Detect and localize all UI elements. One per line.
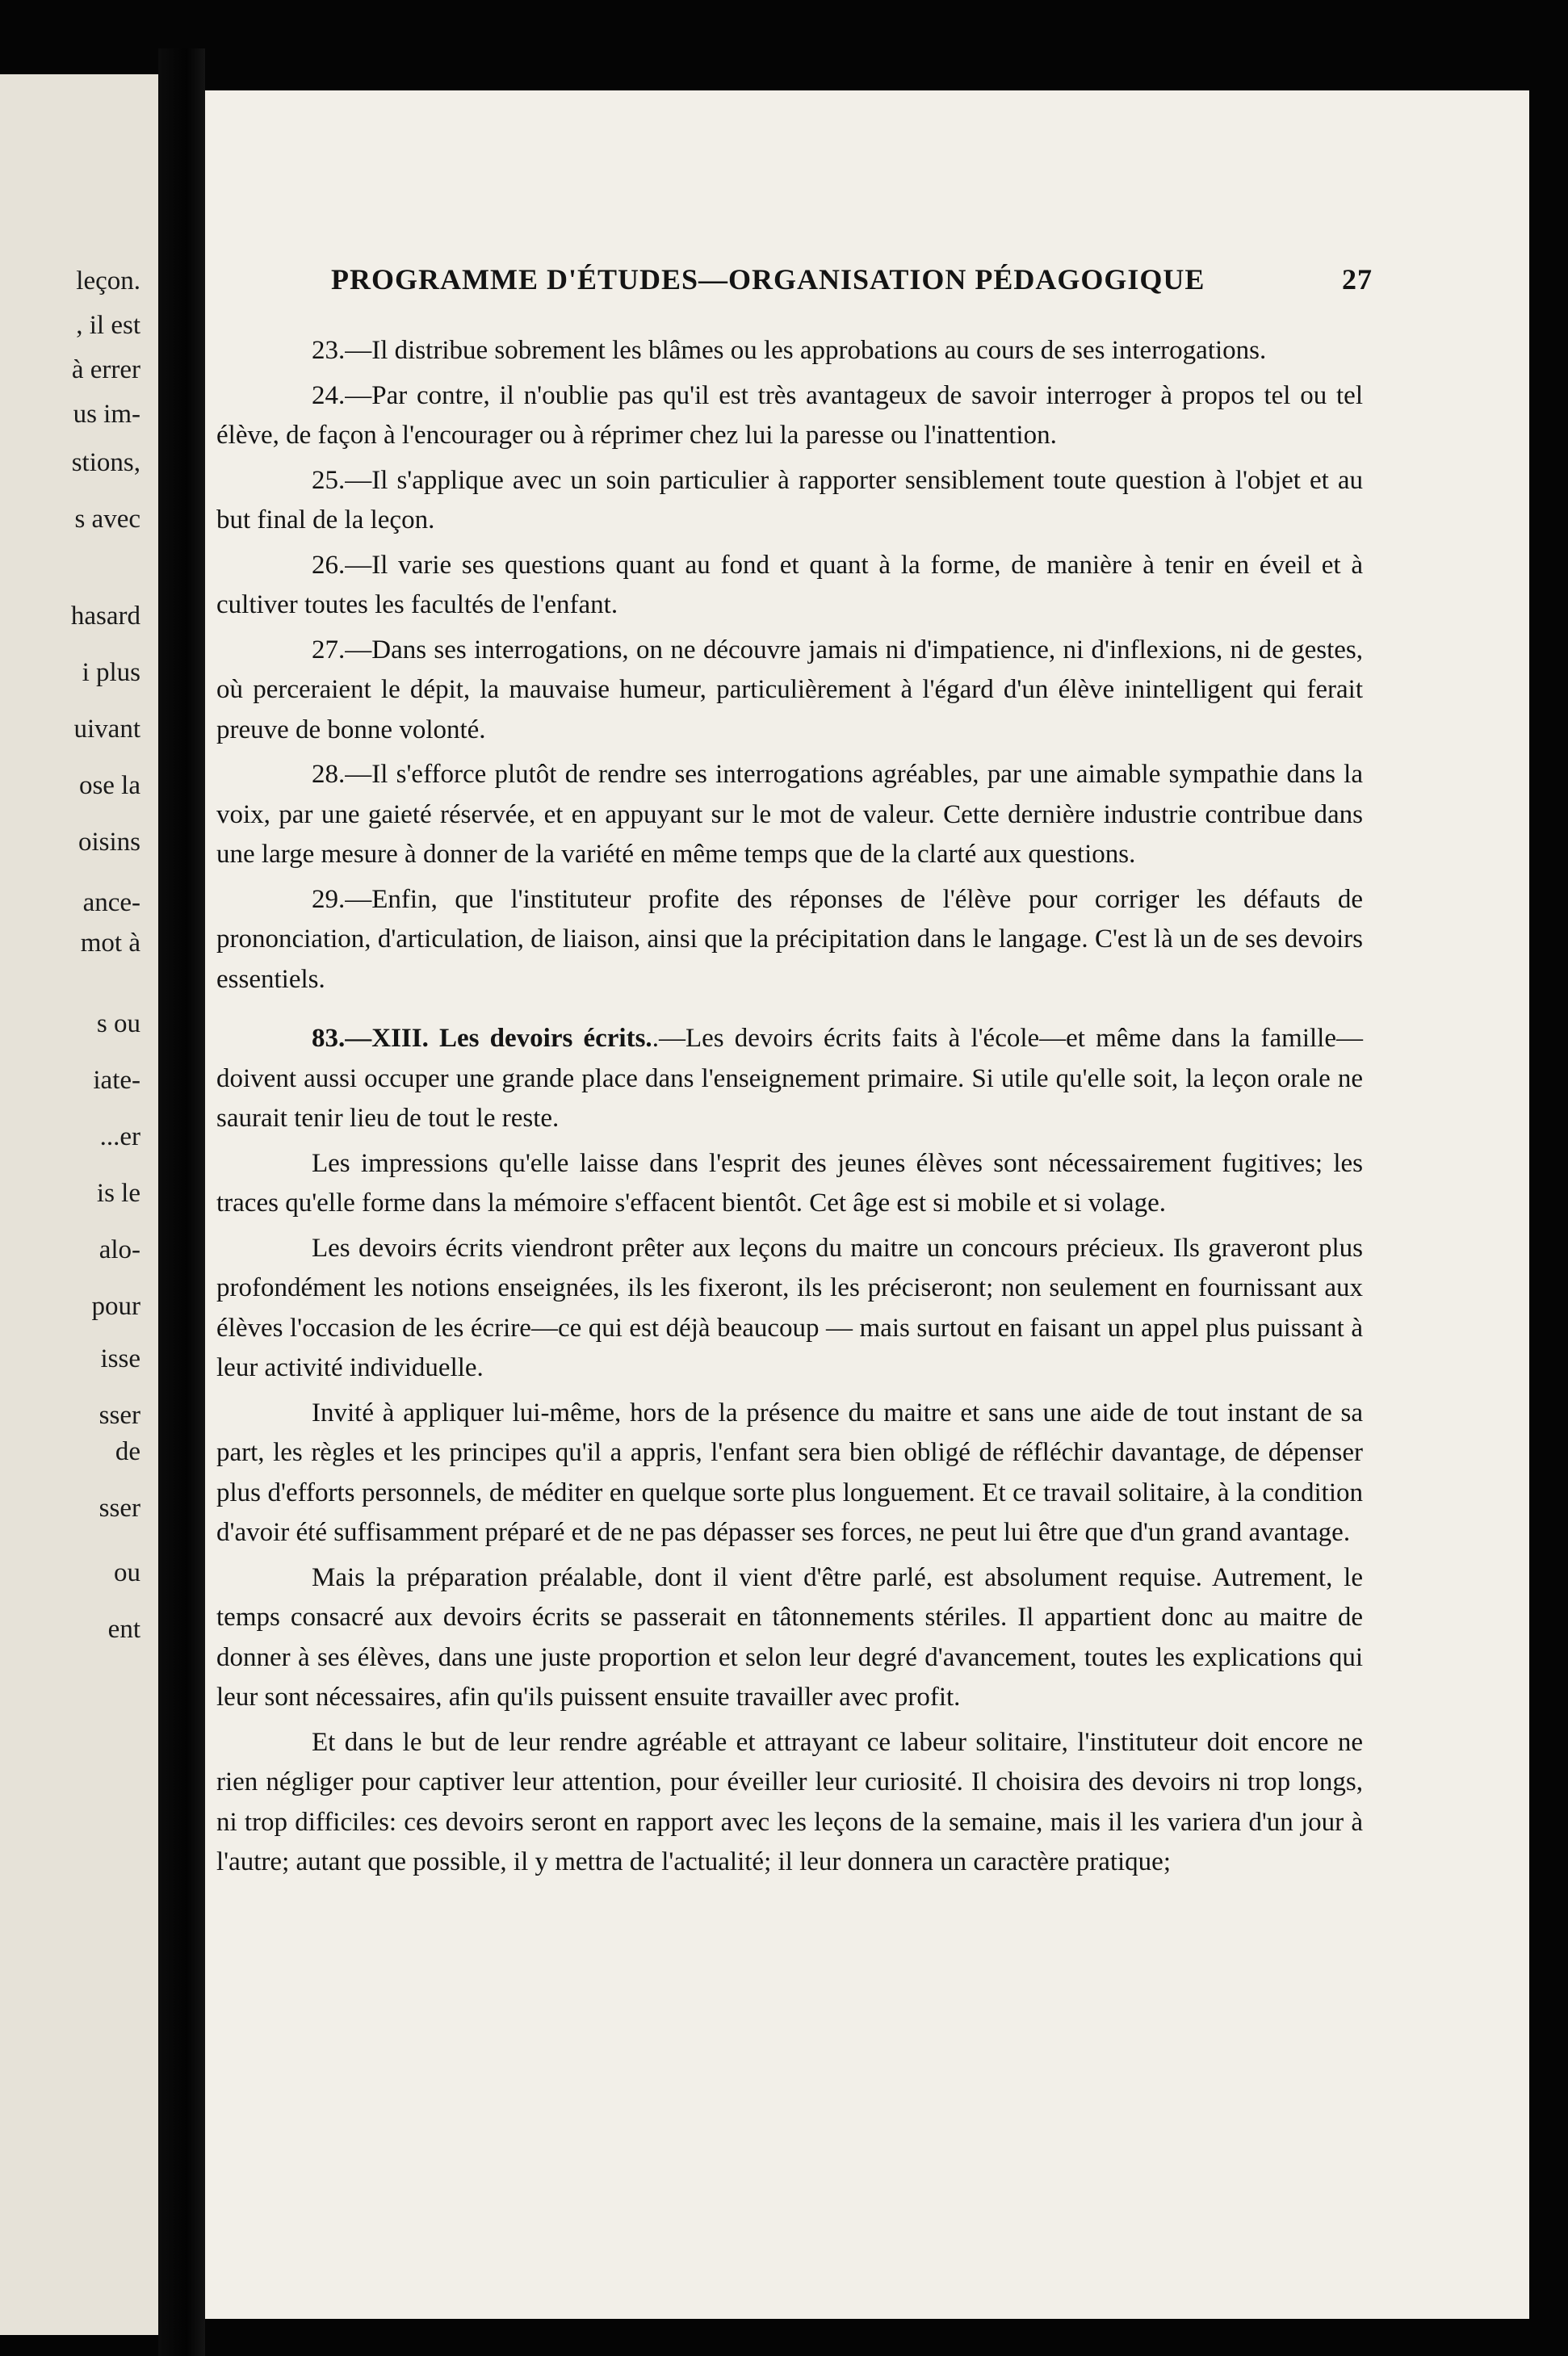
- left-page-fragment: is le: [96, 1179, 140, 1208]
- paragraph-text: 23.—Il distribue sobrement les blâmes ou les approbations au cours de ses interrogations.: [312, 336, 1267, 365]
- paragraph-text: .—Les devoirs écrits faits à l'école—et même dans la famille—doivent aussi occuper une grande place dans l'enseignement primaire. Si utile qu'elle soit, la leçon orale ne saurait tenir lieu de tout le reste.: [216, 1024, 1363, 1133]
- paragraph-27: [216, 631, 1363, 751]
- paragraph-text: 29.—Enfin, que l'instituteur profite des réponses de l'élève pour corriger les défauts de prononciation, d'articulation, de liaison, ainsi que la précipitation dans le langage. C'est là un de ses devoirs essentiels.: [216, 884, 1363, 994]
- paragraph-invite: [216, 1394, 1363, 1553]
- left-page-fragment: ent: [107, 1615, 140, 1644]
- left-page-fragment: us im-: [73, 400, 140, 429]
- left-page-fragment: leçon.: [76, 266, 140, 296]
- paragraph-28: [216, 755, 1363, 875]
- paragraph-23: [216, 331, 1363, 371]
- paragraph-29: [216, 880, 1363, 1000]
- body-text: [216, 331, 1363, 1888]
- paragraph-text: Invité à appliquer lui-même, hors de la présence du maitre et sans une aide de tout instant de sa part, les règles et les principes qu'il a appris, l'enfant sera bien obligé de réfléchir davantage, de dépenser plus d'efforts personnels, de méditer en quelque sorte plus longuement. Et ce travail solitaire, à la condition d'avoir été suffisamment préparé et de ne pas dépasser ses forces, ne peut lui être que d'un grand avantage.: [216, 1398, 1363, 1547]
- left-page-fragment: i plus: [82, 658, 140, 687]
- paragraph-impressions: [216, 1144, 1363, 1224]
- left-page-fragment: s ou: [96, 1009, 140, 1038]
- left-page-fragment: iate-: [93, 1066, 140, 1095]
- book-gutter: [158, 48, 205, 2356]
- left-page-fragment: mot à: [80, 929, 140, 958]
- left-page-fragment: hasard: [70, 602, 140, 631]
- paragraph-26: [216, 546, 1363, 626]
- paragraph-text: Les impressions qu'elle laisse dans l'esprit des jeunes élèves sont nécessairement fugitives; les traces qu'elle forme dans la mémoire s'effacent bientôt. Cet âge est si mobile et si volage.: [216, 1148, 1363, 1218]
- left-page-fragment: ose la: [78, 771, 140, 800]
- paragraph-text: 28.—Il s'efforce plutôt de rendre ses interrogations agréables, par une aimable sympathie dans la voix, par une gaieté réservée, et en appuyant sur le mot de valeur. Cette dernière industrie contribue dans une large mesure à donner de la variété en même temps que de la clarté aux questions.: [216, 760, 1363, 869]
- paragraph-text: Et dans le but de leur rendre agréable et attrayant ce labeur solitaire, l'instituteur doit encore ne rien négliger pour captiver leur attention, pour éveiller leur curiosité. Il choisira des devoirs ni trop longs, ni trop difficiles: ces devoirs seront en rapport avec les leçons de la semaine, mais il les variera d'un jour à l'autre; autant que possible, il y mettra de l'actualité; il leur donnera un caractère pratique;: [216, 1727, 1363, 1876]
- paragraph-text: 25.—Il s'applique avec un soin particulier à rapporter sensiblement toute question à l'objet et au but final de la leçon.: [216, 465, 1363, 535]
- left-page-fragment: de: [115, 1437, 140, 1466]
- paragraph-24: [216, 376, 1363, 456]
- paragraph-text: 26.—Il varie ses questions quant au fond et quant à la forme, de manière à tenir en éveil et à cultiver toutes les facultés de l'enfant.: [216, 550, 1363, 619]
- header-title: PROGRAMME D'ÉTUDES—ORGANISATION PÉDAGOGIQUE: [331, 263, 1205, 296]
- paragraph-devoirs-ecrits: [216, 1229, 1363, 1389]
- left-page-fragment: ou: [114, 1558, 140, 1587]
- page-number: 27: [1342, 263, 1373, 296]
- paragraph-text: Les devoirs écrits viendront prêter aux leçons du maitre un concours précieux. Ils graveront plus profondément les notions enseignées, ils les fixeront, ils les préciseront; non seulement en fournissant aux élèves l'occasion de les écrire—ce qui est déjà beaucoup — mais surtout en faisant un appel plus puissant à leur activité individuelle.: [216, 1233, 1363, 1382]
- section-83-heading-paragraph: [216, 1019, 1363, 1139]
- left-page-fragment: isse: [100, 1344, 140, 1373]
- left-page-fragment: pour: [91, 1292, 140, 1321]
- paragraph-preparation: [216, 1558, 1363, 1718]
- left-page-fragment: alo-: [99, 1235, 140, 1264]
- left-page-fragment: à errer: [71, 355, 140, 384]
- left-page-fragment: ...er: [99, 1122, 140, 1151]
- left-page-fragment: ance-: [82, 888, 140, 917]
- left-facing-page: [0, 74, 158, 2335]
- left-page-fragment: sser: [99, 1494, 140, 1523]
- left-page-fragment: uivant: [73, 715, 140, 744]
- left-page-fragment: , il est: [76, 311, 140, 340]
- paragraph-text: Mais la préparation préalable, dont il vient d'être parlé, est absolument requise. Autrement, le temps consacré aux devoirs écrits se passerait en tâtonnements stériles. Il appartient donc au maitre de donner à ses élèves, dans une juste proportion et selon leur degré d'avancement, toutes les explications qui leur sont nécessaires, afin qu'ils puissent ensuite travailler avec profit.: [216, 1562, 1363, 1712]
- section-label: 83.—XIII. Les devoirs écrits.: [312, 1024, 652, 1053]
- paragraph-text: 27.—Dans ses interrogations, on ne découvre jamais ni d'impatience, ni d'inflexions, ni de gestes, où perceraient le dépit, la mauvaise humeur, particulièrement à l'égard d'un élève inintelligent qui ferait preuve de bonne volonté.: [216, 635, 1363, 744]
- paragraph-text: 24.—Par contre, il n'oublie pas qu'il est très avantageux de savoir interroger à propos tel ou tel élève, de façon à l'encourager ou à réprimer chez lui la paresse ou l'inattention.: [216, 380, 1363, 450]
- paragraph-but: [216, 1723, 1363, 1883]
- left-page-fragment: oisins: [78, 828, 140, 857]
- left-page-fragment: stions,: [71, 448, 140, 477]
- paragraph-25: [216, 461, 1363, 541]
- left-page-fragment: s avec: [74, 505, 140, 534]
- left-page-fragment: sser: [99, 1401, 140, 1430]
